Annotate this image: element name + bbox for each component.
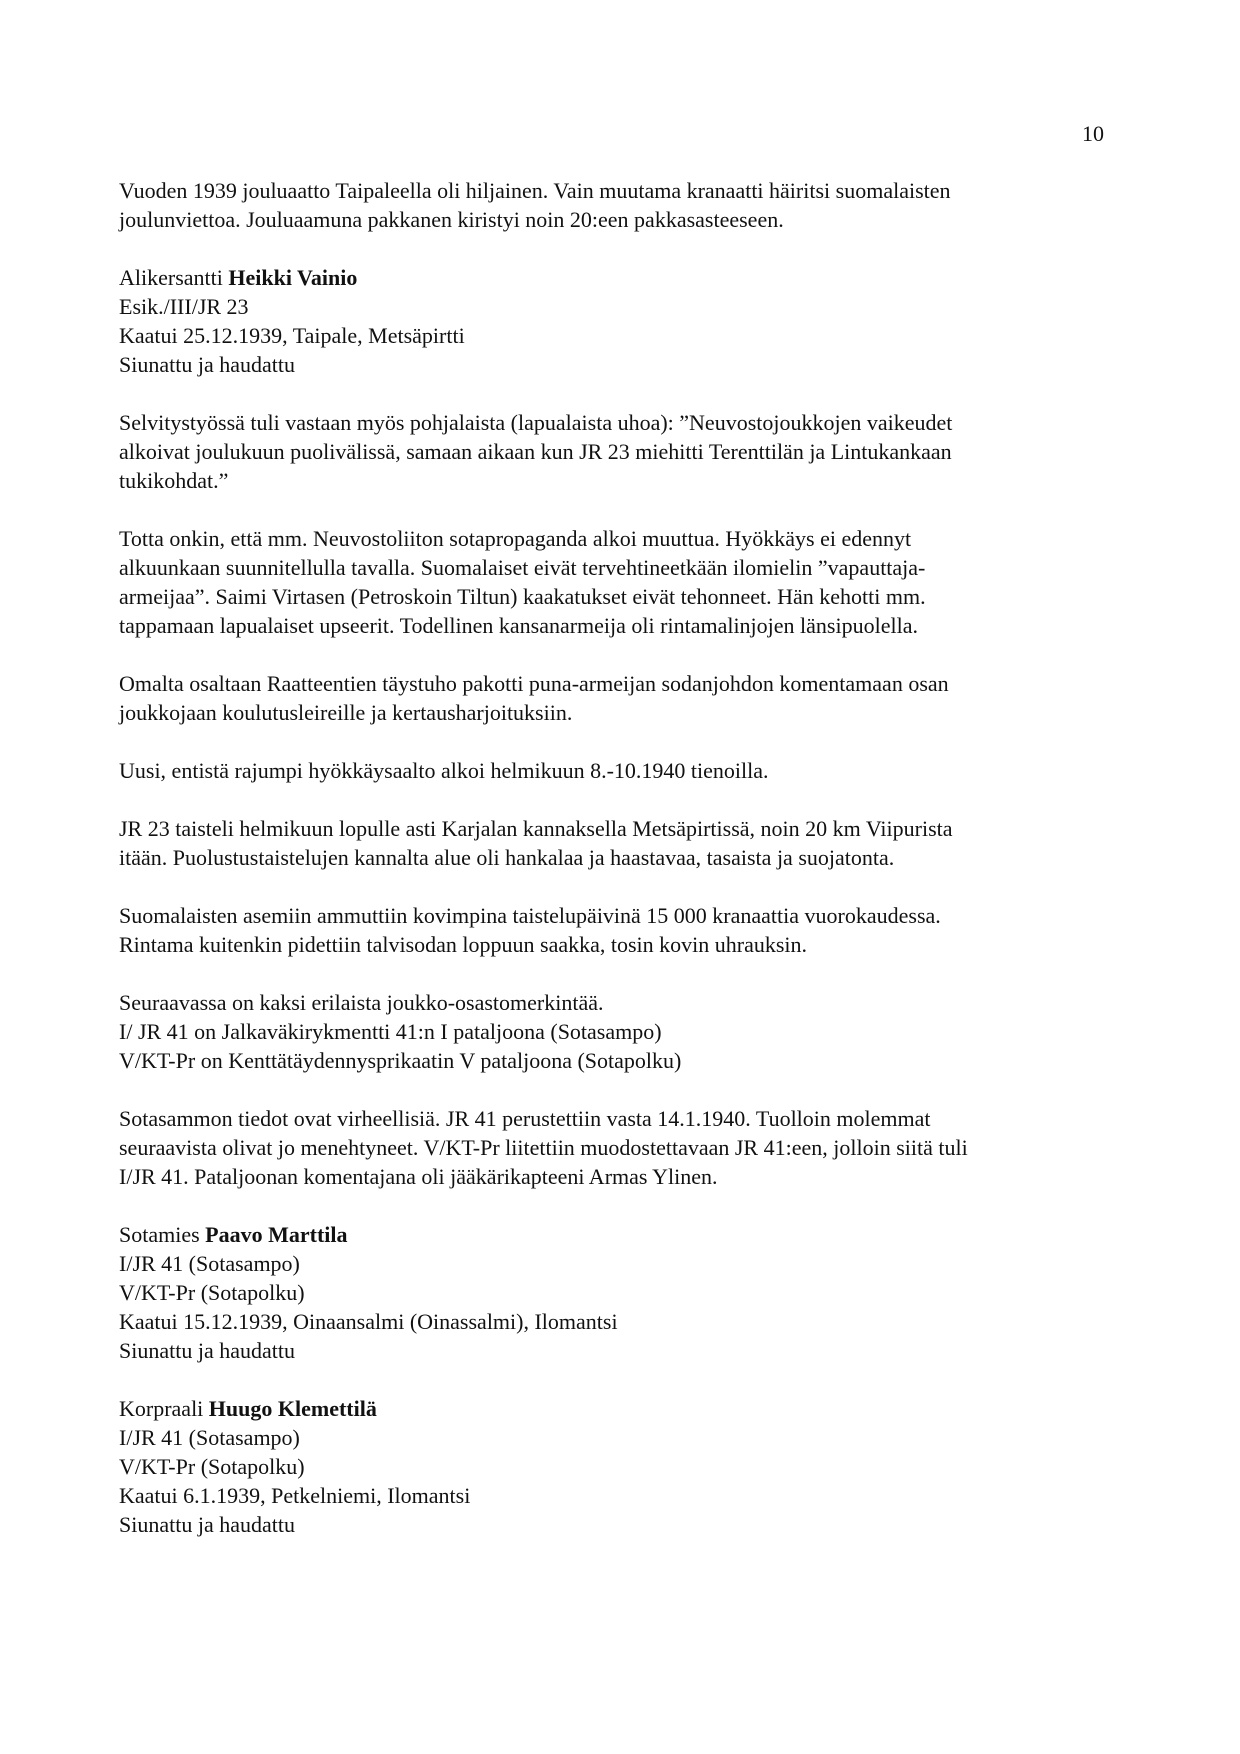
text-line: joulunviettoa. Jouluaamuna pakkanen kiristyi noin 20:een pakkasasteeseen. bbox=[119, 207, 784, 232]
paragraph-new-attack bbox=[119, 756, 1129, 785]
soldier-detail: Siunattu ja haudattu bbox=[119, 352, 295, 377]
document-body bbox=[119, 176, 1129, 1539]
paragraph-raate-road bbox=[119, 669, 1129, 727]
text-line: seuraavista olivat jo menehtyneet. V/KT-Pr liitettiin muodostettavaan JR 41:een, jolloin siitä tuli bbox=[119, 1135, 968, 1160]
soldier-detail: Kaatui 25.12.1939, Taipale, Metsäpirtti bbox=[119, 323, 465, 348]
paragraph-sotasampo-errors bbox=[119, 1104, 1129, 1191]
soldier-rank: Sotamies bbox=[119, 1222, 206, 1247]
soldier-name: Heikki Vainio bbox=[228, 265, 358, 290]
text-line: tappamaan lapualaiset upseerit. Todellinen kansanarmeija oli rintamalinjojen länsipuolella. bbox=[119, 613, 918, 638]
text-line: Vuoden 1939 jouluaatto Taipaleella oli hiljainen. Vain muutama kranaatti häiritsi suomalaisten bbox=[119, 178, 951, 203]
text-line: armeijaa”. Saimi Virtasen (Petroskoin Tiltun) kaakatukset eivät tehonneet. Hän kehotti mm. bbox=[119, 584, 926, 609]
text-line: alkuunkaan suunnitellulla tavalla. Suomalaiset eivät tervehtineetkään ilomielin ”vapauttaja- bbox=[119, 555, 926, 580]
text-line: I/ JR 41 on Jalkaväkirykmentti 41:n I pataljoona (Sotasampo) bbox=[119, 1019, 662, 1044]
text-line: Selvitystyössä tuli vastaan myös pohjalaista (lapualaista uhoa): ”Neuvostojoukkojen vaikeudet bbox=[119, 410, 953, 435]
soldier-detail: I/JR 41 (Sotasampo) bbox=[119, 1251, 300, 1276]
text-line: itään. Puolustustaistelujen kannalta alue oli hankalaa ja haastavaa, tasaista ja suojatonta. bbox=[119, 845, 895, 870]
text-line: Suomalaisten asemiin ammuttiin kovimpina taistelupäivinä 15 000 kranaattia vuorokaudessa. bbox=[119, 903, 941, 928]
paragraph-propaganda bbox=[119, 524, 1129, 640]
text-line: joukkojaan koulutusleireille ja kertausharjoituksiin. bbox=[119, 700, 573, 725]
soldier-entry-klemettila bbox=[119, 1394, 1129, 1539]
soldier-detail: V/KT-Pr (Sotapolku) bbox=[119, 1280, 305, 1305]
paragraph-shelling bbox=[119, 901, 1129, 959]
soldier-heading bbox=[119, 263, 1129, 292]
soldier-name: Paavo Marttila bbox=[205, 1222, 348, 1247]
paragraph-unit-markings bbox=[119, 988, 1129, 1075]
soldier-detail: Siunattu ja haudattu bbox=[119, 1338, 295, 1363]
text-line: JR 23 taisteli helmikuun lopulle asti Karjalan kannaksella Metsäpirtissä, noin 20 km Viipurista bbox=[119, 816, 953, 841]
paragraph-research-quote bbox=[119, 408, 1129, 495]
text-line: Sotasammon tiedot ovat virheellisiä. JR 41 perustettiin vasta 14.1.1940. Tuolloin molemmat bbox=[119, 1106, 931, 1131]
text-line: V/KT-Pr on Kenttätäydennysprikaatin V pataljoona (Sotapolku) bbox=[119, 1048, 682, 1073]
soldier-detail: V/KT-Pr (Sotapolku) bbox=[119, 1454, 305, 1479]
paragraph-jr23 bbox=[119, 814, 1129, 872]
soldier-entry-vainio bbox=[119, 263, 1129, 379]
soldier-detail: Siunattu ja haudattu bbox=[119, 1512, 295, 1537]
paragraph-christmas-eve bbox=[119, 176, 1129, 234]
text-line: Omalta osaltaan Raatteentien täystuho pakotti puna-armeijan sodanjohdon komentamaan osan bbox=[119, 671, 949, 696]
soldier-detail: Kaatui 15.12.1939, Oinaansalmi (Oinassalmi), Ilomantsi bbox=[119, 1309, 618, 1334]
text-line: I/JR 41. Pataljoonan komentajana oli jääkärikapteeni Armas Ylinen. bbox=[119, 1164, 718, 1189]
soldier-heading bbox=[119, 1220, 1129, 1249]
text-line: alkoivat joulukuun puolivälissä, samaan aikaan kun JR 23 miehitti Terenttilän ja Lintukankaan bbox=[119, 439, 952, 464]
text-line: Rintama kuitenkin pidettiin talvisodan loppuun saakka, tosin kovin uhrauksin. bbox=[119, 932, 808, 957]
text-line: Totta onkin, että mm. Neuvostoliiton sotapropaganda alkoi muuttua. Hyökkäys ei edennyt bbox=[119, 526, 912, 551]
soldier-rank: Alikersantti bbox=[119, 265, 229, 290]
soldier-detail: Esik./III/JR 23 bbox=[119, 294, 249, 319]
soldier-name: Huugo Klemettilä bbox=[208, 1396, 377, 1421]
text-line: tukikohdat.” bbox=[119, 468, 229, 493]
text-line: Seuraavassa on kaksi erilaista joukko-osastomerkintää. bbox=[119, 990, 604, 1015]
soldier-detail: I/JR 41 (Sotasampo) bbox=[119, 1425, 300, 1450]
page-number: 10 bbox=[1082, 121, 1104, 146]
text-line: Uusi, entistä rajumpi hyökkäysaalto alkoi helmikuun 8.-10.1940 tienoilla. bbox=[119, 758, 769, 783]
soldier-heading bbox=[119, 1394, 1129, 1423]
soldier-entry-marttila bbox=[119, 1220, 1129, 1365]
soldier-detail: Kaatui 6.1.1939, Petkelniemi, Ilomantsi bbox=[119, 1483, 471, 1508]
soldier-rank: Korpraali bbox=[119, 1396, 209, 1421]
